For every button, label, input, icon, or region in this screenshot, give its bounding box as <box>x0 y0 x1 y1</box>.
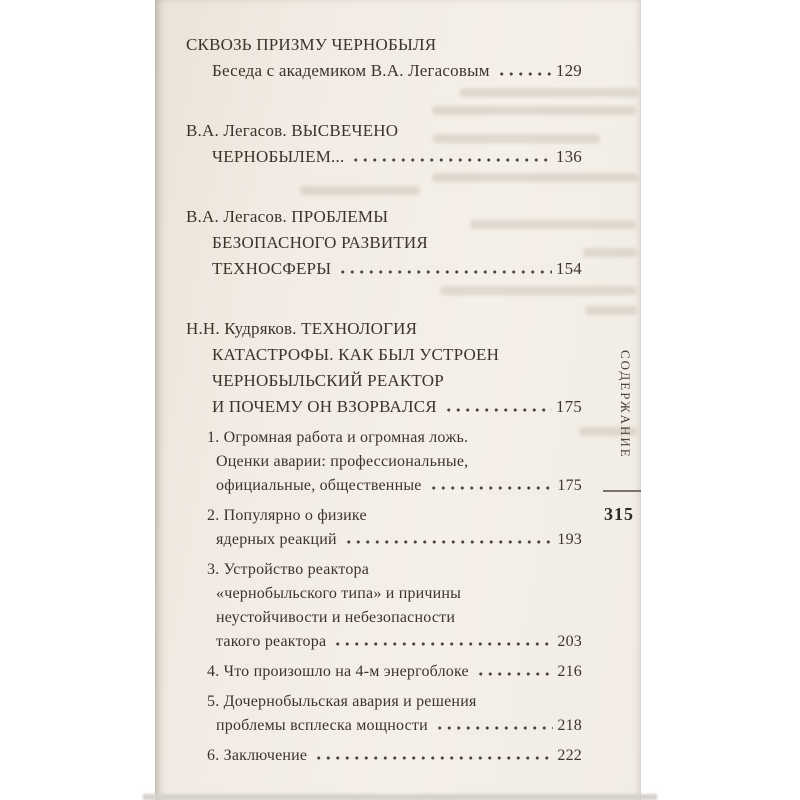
toc-page-number: 154 <box>555 259 582 278</box>
book-page <box>155 0 641 800</box>
toc-line <box>207 744 582 768</box>
toc-line: неустойчивости и небезопасности <box>216 609 456 626</box>
dot-leader <box>495 58 552 84</box>
toc-entry <box>186 690 582 738</box>
toc-page-number: 216 <box>557 663 582 680</box>
toc-line-text: Беседа с академиком В.А. Легасовым <box>212 61 490 80</box>
dot-leader <box>312 744 553 768</box>
page-bottom-edge-shadow <box>143 794 657 800</box>
toc-line: В.А. Легасов. ВЫСВЕЧЕНО <box>186 121 399 140</box>
toc-entry <box>186 558 582 654</box>
toc-line-text: проблемы всплеска мощности <box>216 717 428 734</box>
toc-line-text: 4. Что произошло на 4-м энергоблоке <box>207 663 469 680</box>
folio-page-number: 315 <box>604 504 634 524</box>
toc-line-text: официальные, общественные <box>216 477 422 494</box>
toc-line <box>216 714 582 738</box>
show-through-smudge <box>585 306 637 315</box>
show-through-smudge <box>583 248 637 257</box>
toc-entry <box>186 660 582 684</box>
toc-line-text: такого реактора <box>216 633 327 650</box>
toc-entry <box>186 32 582 84</box>
toc-line: 1. Огромная работа и огромная ложь. <box>207 429 469 446</box>
toc-page-number: 136 <box>555 147 582 166</box>
dot-leader <box>427 474 554 498</box>
toc-line: 2. Популярно о физике <box>207 507 367 524</box>
dot-leader <box>474 660 554 684</box>
toc-entry <box>186 504 582 552</box>
toc-page-number: 203 <box>557 633 582 650</box>
toc-line <box>216 528 582 552</box>
toc-entry <box>186 744 582 768</box>
toc-entry <box>186 316 582 420</box>
toc-page-number: 175 <box>555 397 582 416</box>
dot-leader <box>433 714 554 738</box>
toc-line <box>212 144 582 170</box>
toc-line <box>207 660 582 684</box>
toc-line: КАТАСТРОФЫ. КАК БЫЛ УСТРОЕН <box>212 345 500 364</box>
toc-line: БЕЗОПАСНОГО РАЗВИТИЯ <box>212 233 428 252</box>
toc-line: СКВОЗЬ ПРИЗМУ ЧЕРНОБЫЛЯ <box>186 35 437 54</box>
toc-line <box>216 474 582 498</box>
toc-line <box>216 630 582 654</box>
toc-line-text: 6. Заключение <box>207 747 308 764</box>
toc-page-number: 218 <box>557 717 582 734</box>
toc-line <box>212 58 582 84</box>
toc-line-text: ТЕХНОСФЕРЫ <box>212 259 332 278</box>
toc-line: «чернобыльского типа» и причины <box>216 585 462 602</box>
dot-leader <box>336 256 552 282</box>
toc-line: Оценки аварии: профессиональные, <box>216 453 469 470</box>
toc-page-number: 129 <box>555 61 582 80</box>
toc-entry <box>186 426 582 498</box>
section-label-vertical: СОДЕРЖАНИЕ <box>618 350 633 459</box>
toc-line: Н.Н. Кудряков. ТЕХНОЛОГИЯ <box>186 319 418 338</box>
toc-line-text: И ПОЧЕМУ ОН ВЗОРВАЛСЯ <box>212 397 437 416</box>
toc-entry <box>186 204 582 282</box>
toc <box>186 32 582 774</box>
toc-line: 3. Устройство реактора <box>207 561 370 578</box>
toc-line: 5. Дочернобыльская авария и решения <box>207 693 477 710</box>
toc-line <box>212 394 582 420</box>
toc-page-number: 193 <box>557 531 582 548</box>
toc-line-text: ЧЕРНОБЫЛЕМ... <box>212 147 345 166</box>
toc-line: В.А. Легасов. ПРОБЛЕМЫ <box>186 207 389 226</box>
dot-leader <box>342 528 554 552</box>
toc-page-number: 222 <box>557 747 582 764</box>
toc-entry <box>186 118 582 170</box>
dot-leader <box>442 394 552 420</box>
dot-leader <box>349 144 551 170</box>
toc-line: ЧЕРНОБЫЛЬСКИЙ РЕАКТОР <box>212 371 444 390</box>
toc-page-number: 175 <box>557 477 582 494</box>
toc-line-text: ядерных реакций <box>216 531 337 548</box>
toc-line <box>212 256 582 282</box>
dot-leader <box>331 630 553 654</box>
folio-divider-rule <box>603 490 641 492</box>
